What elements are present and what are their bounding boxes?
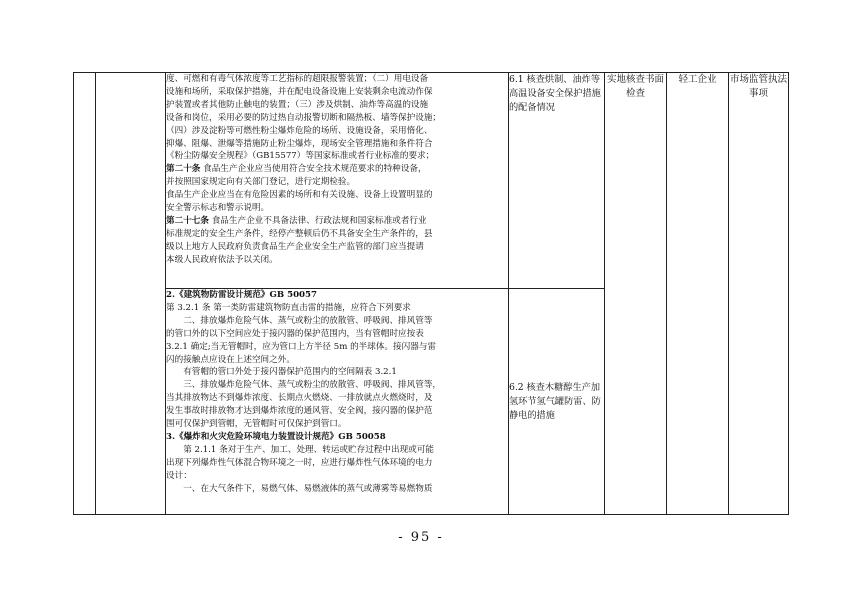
- inspection-item-upper: 6.1 核查烘制、油炸等高温设备安全保护措施的配备情况: [509, 73, 605, 289]
- law-line: [166, 176, 508, 189]
- industry-cell: 轻工企业: [667, 73, 729, 515]
- law-line: 有管帽的管口外处于接闪器保护范围内的空间隔表 3.2.1: [183, 367, 397, 378]
- law-line: 3.2.1 确定;当无管帽时，应为管口上方半径 5m 的半球体。接闪器与雷: [166, 341, 437, 352]
- law-line: 第 2.1.1 条对于生产、加工、处理、转运或贮存过程中出现或可能: [183, 444, 434, 455]
- law-line: 第 3.2.1 条 第一类防雷建筑物防直击雷的措施，应符合下列要求: [166, 302, 411, 313]
- law-line: [166, 99, 508, 112]
- law-line-text: 度、可燃和有毒气体浓度等工艺指标的超限报警装置；（二）用电设备: [166, 74, 429, 84]
- law-line: [166, 150, 508, 163]
- law-line-text: 食品生产企业不具备法律、行政法规和国家标准或者行业: [208, 215, 427, 226]
- inspection-item-lower: 6.2 核查木糖醇生产加氢环节氢气罐防雷、防静电的措施: [509, 289, 605, 515]
- law-line: 的管口外的以下空间应处于接闪器的保护范围内，当有管帽时应按表: [166, 328, 424, 339]
- law-line: [166, 125, 508, 138]
- law-line: 闪的接触点应设在上述空间之外。: [166, 354, 295, 365]
- law-line: 发生事故时排放物才达到爆炸浓度的通风管、安全阀，接闪器的保护范: [166, 406, 433, 417]
- law-line: 二、排放爆炸危险气体、蒸气或粉尘的放散管、呼吸阀、排风管等: [183, 315, 433, 326]
- law-line: 设计：: [166, 470, 192, 481]
- law-line: 围可仅保护到管帽，无管帽时可仅保护到管口。: [166, 419, 347, 430]
- law-text-lower: [166, 289, 509, 515]
- law-line: 三、排放爆炸危险气体、蒸气或粉尘的放散管、呼吸阀、排风管等，: [183, 380, 442, 391]
- law-line: [166, 73, 508, 86]
- law-line-text: 食品生产企业应当在有危险因素的场所和有关设施、设备上设置明显的: [166, 190, 433, 201]
- law-line: [166, 138, 508, 151]
- law-line: [166, 241, 508, 254]
- law-line-text: 护装置或者其他防止触电的装置；（三）涉及烘制、油炸等高温的设施: [166, 99, 429, 110]
- standard-title: 3.《爆炸和火灾危险环境电力装置设计规范》GB 50058: [166, 431, 386, 442]
- law-line: [166, 112, 508, 125]
- serial-cell: [74, 73, 96, 515]
- law-line-text: 设备和岗位，采用必要的防过热自动报警切断和隔热板、墙等保护设施；: [166, 112, 442, 123]
- law-line: [166, 228, 508, 241]
- law-line-text: 设施和场所，采取保护措施，并在配电设备设施上安装剩余电流动作保: [166, 86, 433, 97]
- law-line-text: （四）涉及淀粉等可燃性粉尘爆炸危险的场所、设施设备，采用惰化、: [166, 125, 433, 136]
- standard-title: 2.《建筑物防雷设计规范》GB 50057: [166, 290, 317, 300]
- law-line: [166, 254, 508, 267]
- law-line: 当其排放物达不到爆炸浓度、长期点火燃烧、一排放就点火燃烧时，及: [166, 393, 433, 404]
- inspection-table: [73, 72, 789, 515]
- law-line-text: 安全警示标志和警示说明。: [166, 203, 270, 214]
- check-method-cell: 实地核查书面检查: [605, 73, 667, 515]
- law-line-text: 标准规定的安全生产条件，经停产整顿后仍不具备安全生产条件的，县: [166, 228, 433, 239]
- law-lines-lower: [166, 289, 508, 496]
- table-row: [74, 73, 789, 289]
- law-line: [166, 163, 508, 176]
- law-line: [166, 215, 508, 228]
- law-line-text: 本级人民政府依法予以关闭。: [166, 254, 278, 265]
- law-line: 出现下列爆炸性气体混合物环境之一时，应进行爆炸性气体环境的电力: [166, 457, 433, 468]
- article-label: 第二十条: [166, 164, 201, 175]
- law-line: 一、在大气条件下，易燃气体、易燃液体的蒸气或薄雾等易燃物质: [183, 483, 433, 494]
- law-text-upper: [166, 73, 509, 289]
- authority-cell: 市场监管执法事项: [729, 73, 789, 515]
- law-line-text: 《粉尘防爆安全规程》（GB15577）等国家标准或者行业标准的要求；: [166, 151, 435, 162]
- law-line-text: 级以上地方人民政府负责食品生产企业安全生产监管的部门应当提请: [166, 241, 424, 252]
- category-cell: [96, 73, 166, 515]
- law-lines-upper: [166, 73, 508, 267]
- law-line-text: 食品生产企业应当使用符合安全技术规范要求的特种设备，: [200, 164, 427, 175]
- law-line: [166, 86, 508, 99]
- law-line-text: 抑爆、阻爆、泄爆等措施防止粉尘爆炸，现场安全管理措施和条件符合: [166, 138, 433, 149]
- law-line: [166, 202, 508, 215]
- page-number: - 95 -: [398, 530, 444, 545]
- article-label: 第二十七条: [166, 215, 209, 226]
- law-line: [166, 189, 508, 202]
- law-line-text: 并按照国家规定向有关部门登记，进行定期检验。: [166, 177, 356, 188]
